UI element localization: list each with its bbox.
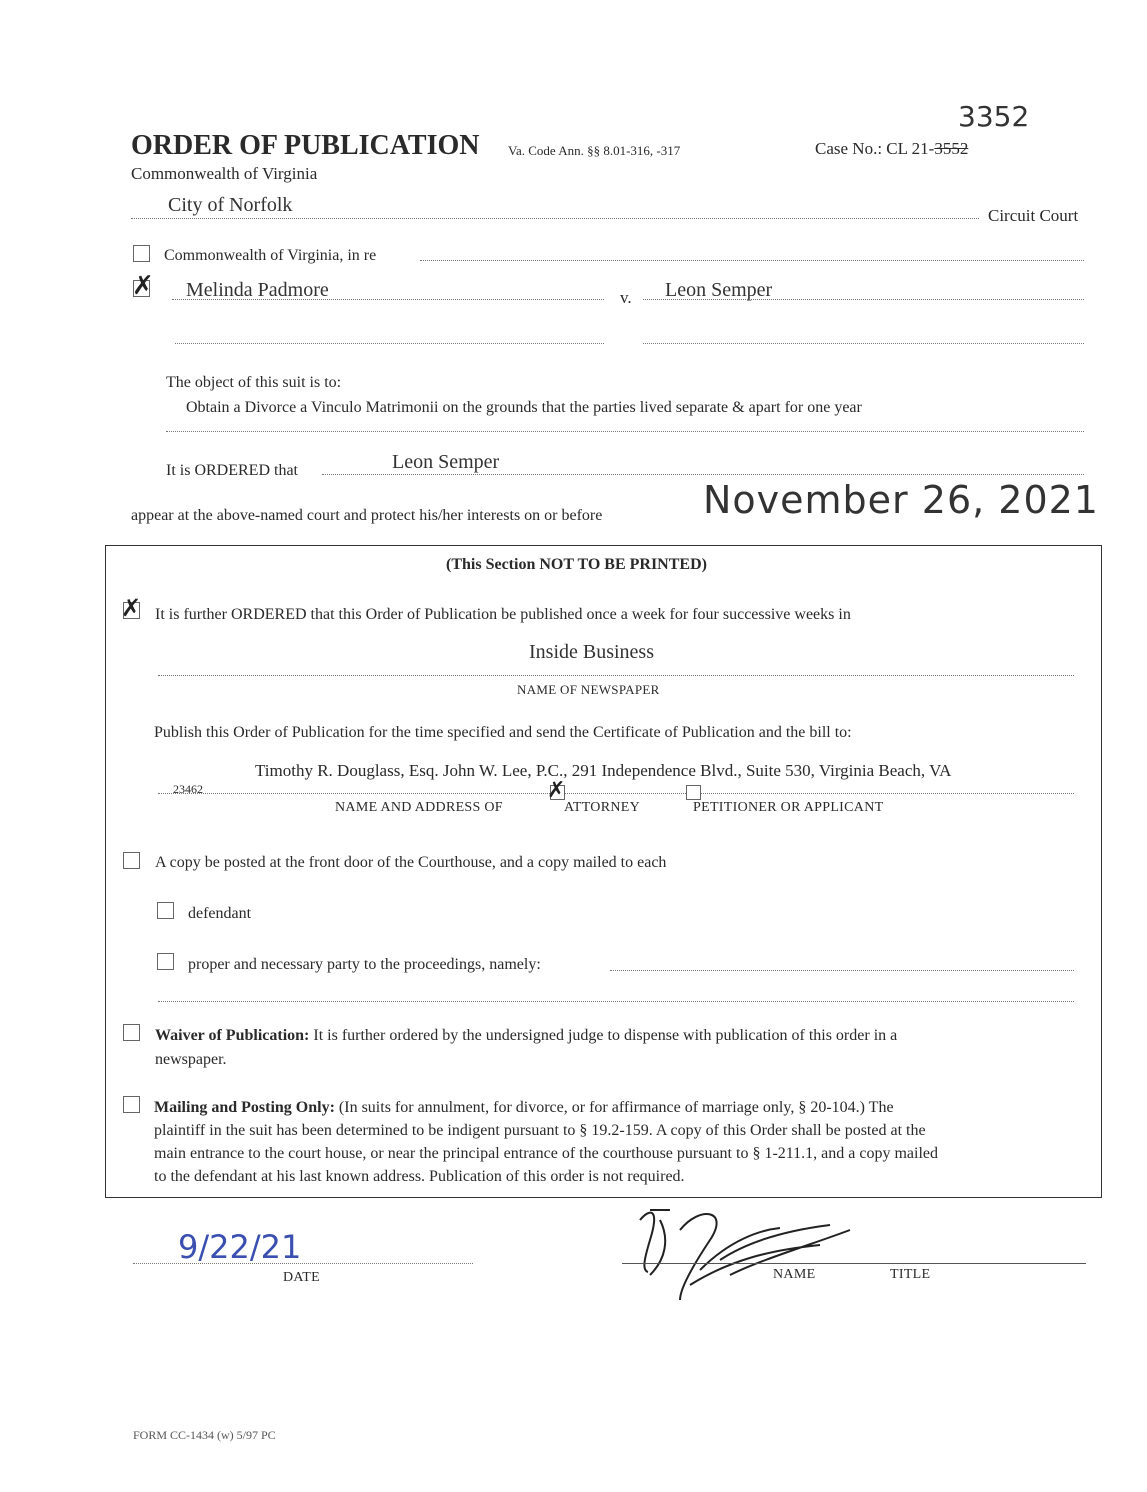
mailing-line1: (In suits for annulment, for divorce, or for affirmance of marriage only, § 20-104.) The <box>338 1099 894 1116</box>
mailing-line2: plaintiff in the suit has been determined to be indigent pursuant to § 19.2-159. A copy of this Order shall be posted at the <box>154 1122 926 1139</box>
in-re-checkbox[interactable] <box>133 245 150 262</box>
waiver-text2: newspaper. <box>155 1051 227 1068</box>
object-line <box>166 431 1084 432</box>
send-text: Publish this Order of Publication for the time specified and send the Certificate of Publication and the bill to: <box>154 724 852 741</box>
attorney-label: ATTORNEY <box>564 800 641 815</box>
petitioner-label: PETITIONER OR APPLICANT <box>693 800 884 815</box>
object-text[interactable]: Obtain a Divorce a Vinculo Matrimonii on the grounds that the parties lived separate & apart for one year <box>186 399 862 416</box>
appear-date[interactable]: November 26, 2021 <box>703 478 1099 522</box>
plaintiff-line <box>172 299 604 300</box>
plaintiff-name[interactable]: Melinda Padmore <box>186 279 329 301</box>
check-mark-icon: ✗ <box>121 594 142 622</box>
versus-label: v. <box>620 288 632 307</box>
form-title: ORDER OF PUBLICATION <box>131 130 480 161</box>
court-suffix: Circuit Court <box>988 206 1079 225</box>
defendant-line <box>643 299 1084 300</box>
form-id: FORM CC-1434 (w) 5/97 PC <box>133 1428 276 1442</box>
address-caption: NAME AND ADDRESS OF <box>335 800 503 815</box>
check-mark-icon: ✗ <box>547 778 566 803</box>
posting-text: A copy be posted at the front door of the Courthouse, and a copy mailed to each <box>155 854 667 871</box>
addressee-line1[interactable]: Timothy R. Douglass, Esq. John W. Lee, P.C., 291 Independence Blvd., Suite 530, Virginia Beach, VA <box>255 761 952 780</box>
case-number <box>815 139 968 159</box>
in-re-line <box>420 260 1084 261</box>
newspaper-caption: NAME OF NEWSPAPER <box>517 682 660 697</box>
case-number-handwritten: 3352 <box>958 100 1030 133</box>
plaintiff-extra-line <box>175 343 604 344</box>
title-caption: TITLE <box>890 1267 931 1282</box>
posting-checkbox[interactable] <box>123 852 140 869</box>
mailing-paragraph <box>154 1096 1089 1188</box>
addressee-line2[interactable]: 23462 <box>173 782 203 796</box>
party-label: proper and necessary party to the proceedings, namely: <box>188 956 541 973</box>
signature-line <box>622 1263 1086 1264</box>
appear-text: appear at the above-named court and protect his/her interests on or before <box>131 507 603 524</box>
waiver-line <box>155 1027 897 1045</box>
in-re-label: Commonwealth of Virginia, in re <box>164 247 377 264</box>
court-locality[interactable]: City of Norfolk <box>168 194 293 216</box>
check-mark-icon: ✗ <box>132 271 154 301</box>
defendant-extra-line <box>643 343 1084 344</box>
party-extra-line <box>158 1001 1074 1002</box>
mailing-line3: main entrance to the court house, or near the principal entrance of the courthouse pursuant to § 1-211.1, and a copy mailed <box>154 1145 939 1162</box>
defendant-checkbox[interactable] <box>157 902 174 919</box>
object-label: The object of this suit is to: <box>166 374 342 391</box>
mailing-line4: to the defendant at his last known address. Publication of this order is not required. <box>154 1168 685 1185</box>
newspaper-name[interactable]: Inside Business <box>529 641 654 663</box>
date-line <box>133 1263 473 1264</box>
mailing-checkbox[interactable] <box>123 1096 140 1113</box>
code-reference: Va. Code Ann. §§ 8.01-316, -317 <box>508 143 681 158</box>
newspaper-line <box>158 675 1074 676</box>
mailing-title: Mailing and Posting Only: <box>154 1099 335 1116</box>
date-value[interactable]: 9/22/21 <box>178 1228 302 1266</box>
waiver-text: It is further ordered by the undersigned judge to dispense with publication of this order in a <box>313 1027 898 1044</box>
address-line <box>158 793 1074 794</box>
waiver-checkbox[interactable] <box>123 1024 140 1041</box>
case-number-struck: 3552 <box>934 139 969 158</box>
case-label: Case No.: CL 21- <box>815 139 935 158</box>
judge-signature <box>620 1200 870 1305</box>
court-line <box>131 218 979 219</box>
defendant-name[interactable]: Leon Semper <box>665 279 773 301</box>
waiver-title: Waiver of Publication: <box>155 1027 310 1044</box>
ordered-line <box>322 474 1084 475</box>
section-heading: (This Section NOT TO BE PRINTED) <box>446 556 707 573</box>
date-caption: DATE <box>283 1270 320 1285</box>
party-checkbox[interactable] <box>157 953 174 970</box>
form-subtitle: Commonwealth of Virginia <box>131 164 318 183</box>
ordered-party[interactable]: Leon Semper <box>392 451 500 473</box>
name-caption: NAME <box>773 1267 816 1282</box>
defendant-label: defendant <box>188 905 252 922</box>
petitioner-checkbox[interactable] <box>686 785 701 800</box>
publish-text: It is further ORDERED that this Order of Publication be published once a week for four successive weeks in <box>155 606 851 623</box>
ordered-label: It is ORDERED that <box>166 462 298 479</box>
party-line <box>610 970 1074 971</box>
